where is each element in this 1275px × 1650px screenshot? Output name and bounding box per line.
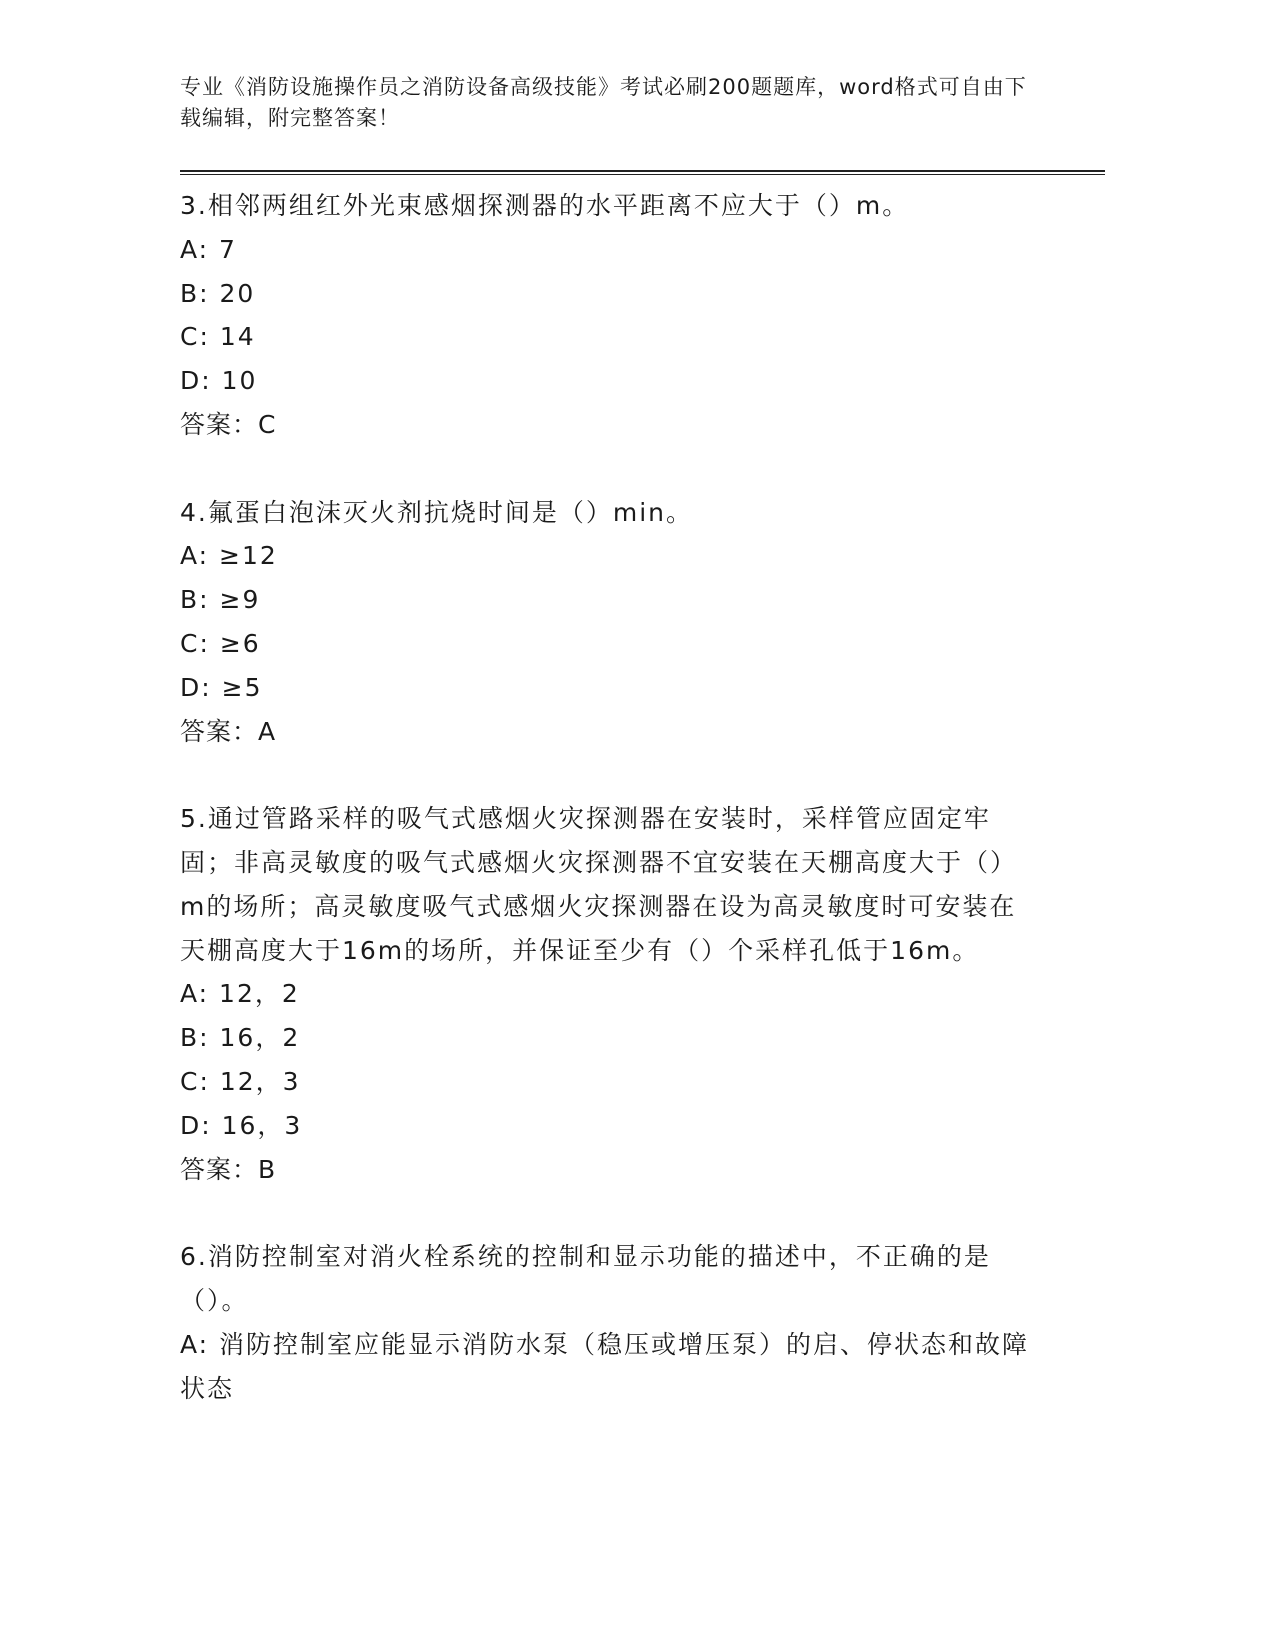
option-c: C: 14	[180, 322, 256, 352]
question-stem: 5.通过管路采样的吸气式感烟火灾探测器在安装时，采样管应固定牢固；非高灵敏度的吸气式感烟火灾探测器不宜安装在天棚高度大于（）m的场所；高灵敏度吸气式感烟火灾探测器在设为高灵敏度时可安装在天棚高度大于16m的场所，并保证至少有（）个采样孔低于16m。	[180, 804, 1018, 965]
option-a: A: 7	[180, 234, 237, 264]
option-b: B: ≥9	[180, 585, 261, 615]
question-list	[180, 184, 1110, 1454]
header-divider	[180, 170, 1105, 175]
answer-line: 答案：B	[180, 1154, 277, 1184]
option-d: D: 10	[180, 366, 258, 396]
question-stem: 4.氟蛋白泡沫灭火剂抗烧时间是（）min。	[180, 497, 693, 527]
question-stem: 6.消防控制室对消火栓系统的控制和显示功能的描述中，不正确的是（）。	[180, 1242, 991, 1315]
option-c: C: 12，3	[180, 1066, 301, 1096]
option-b: B: 20	[180, 278, 256, 308]
question-item	[180, 1235, 1110, 1410]
option-b: B: 16，2	[180, 1023, 301, 1053]
option-d: D: ≥5	[180, 672, 263, 702]
question-item	[180, 797, 1110, 1191]
document-page	[180, 72, 1110, 1403]
question-stem: 3.相邻两组红外光束感烟探测器的水平距离不应大于（）m。	[180, 191, 910, 220]
question-item	[180, 491, 1110, 754]
option-a: A: ≥12	[180, 541, 278, 571]
option-d: D: 16，3	[180, 1110, 303, 1140]
option-a: A: 消防控制室应能显示消防水泵（稳压或增压泵）的启、停状态和故障状态	[180, 1329, 1030, 1403]
document-header: 专业《消防设施操作员之消防设备高级技能》考试必刷200题题库，word格式可自由下载编辑，附完整答案！	[180, 75, 1027, 130]
option-c: C: ≥6	[180, 628, 261, 658]
option-a: A: 12，2	[180, 979, 300, 1009]
answer-line: 答案：C	[180, 409, 277, 439]
answer-line: 答案：A	[180, 716, 277, 746]
question-item	[180, 184, 1110, 447]
